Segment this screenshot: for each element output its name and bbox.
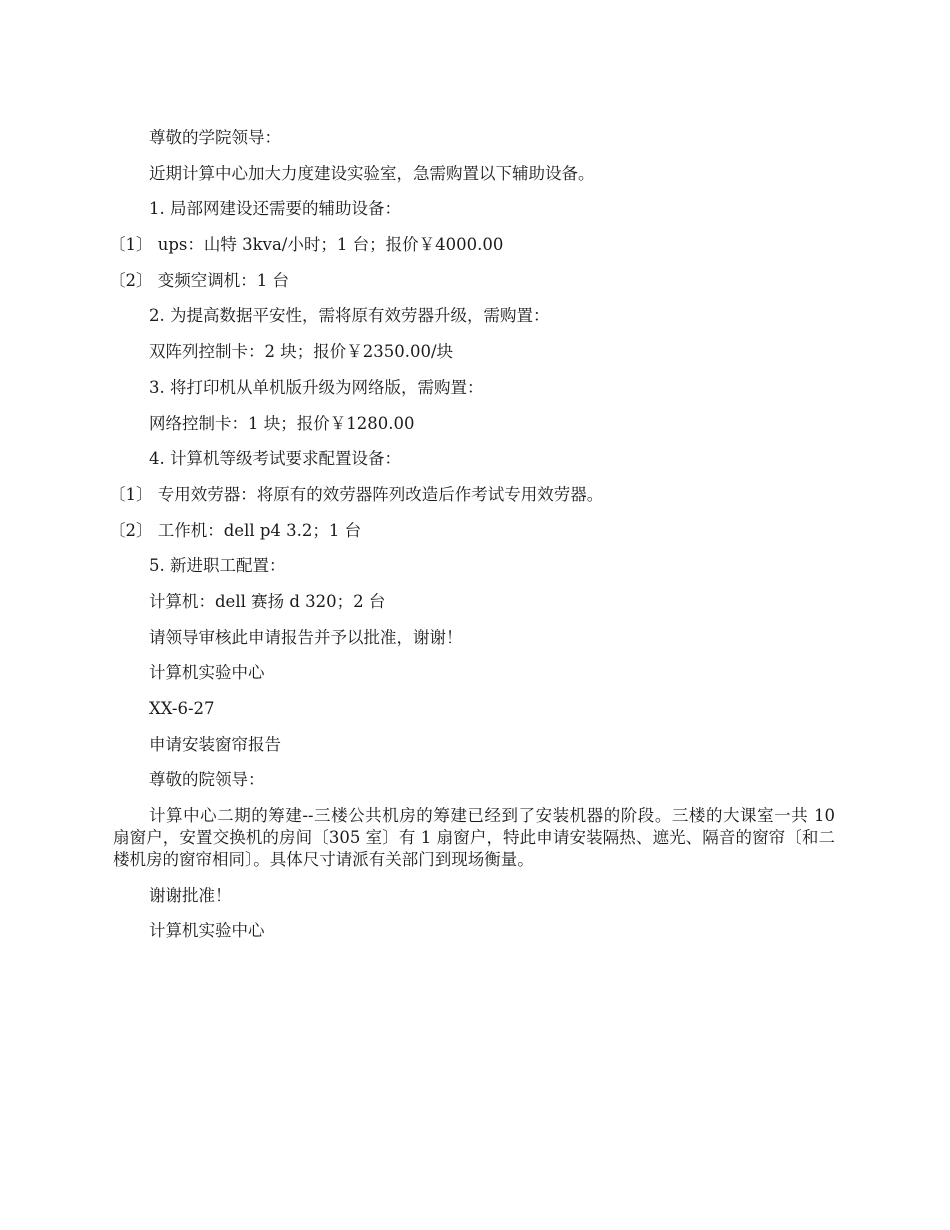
- second-report-title: 申请安装窗帘报告: [149, 734, 281, 754]
- item-detail-3: 网络控制卡：1 块；报价￥1280.00: [149, 413, 415, 433]
- body-paragraph: 计算中心二期的筹建--三楼公共机房的筹建已经到了安装机器的阶段。三楼的大课室一共 10 扇窗户，安置交换机的房间〔305 室〕有 1 扇窗户，特此申请安装隔热、遮光、隔音的窗帘〔和二楼机房的窗帘相同〕。具体尺寸请派有关部门到现场衡量。: [113, 806, 835, 870]
- signature-2: 计算机实验中心: [149, 921, 265, 941]
- item-heading-4: 4. 计算机等级考试要求配置设备：: [149, 449, 401, 469]
- request-line: 请领导审核此申请报告并予以批准，谢谢！: [149, 627, 463, 647]
- sub-item-4-1: 〔1〕 专用效劳器：将原有的效劳器阵列改造后作考试专用效劳器。: [109, 484, 604, 504]
- item-heading-2: 2. 为提高数据平安性，需将原有效劳器升级，需购置：: [149, 306, 550, 326]
- second-salutation: 尊敬的院领导：: [149, 770, 265, 790]
- sub-item-1-1: 〔1〕 ups：山特 3kva/小时；1 台；报价￥4000.00: [109, 235, 504, 255]
- intro-line: 近期计算中心加大力度建设实验室，急需购置以下辅助设备。: [149, 163, 595, 183]
- sub-item-1-2: 〔2〕 变频空调机：1 台: [109, 270, 289, 290]
- item-heading-3: 3. 将打印机从单机版升级为网络版，需购置：: [149, 377, 484, 397]
- item-detail-2: 双阵列控制卡：2 块；报价￥2350.00/块: [149, 342, 454, 362]
- document-body: [109, 127, 835, 956]
- item-heading-5: 5. 新进职工配置：: [149, 556, 286, 576]
- date-line: XX-6-27: [149, 699, 215, 718]
- sub-item-4-2: 〔2〕 工作机：dell p4 3.2；1 台: [109, 520, 362, 540]
- thanks-line: 谢谢批准！: [149, 885, 232, 905]
- salutation: 尊敬的学院领导：: [149, 128, 281, 147]
- item-detail-5: 计算机：dell 赛扬 d 320；2 台: [149, 591, 386, 611]
- signature-1: 计算机实验中心: [149, 663, 265, 683]
- item-heading-1: 1. 局部网建设还需要的辅助设备：: [149, 199, 401, 219]
